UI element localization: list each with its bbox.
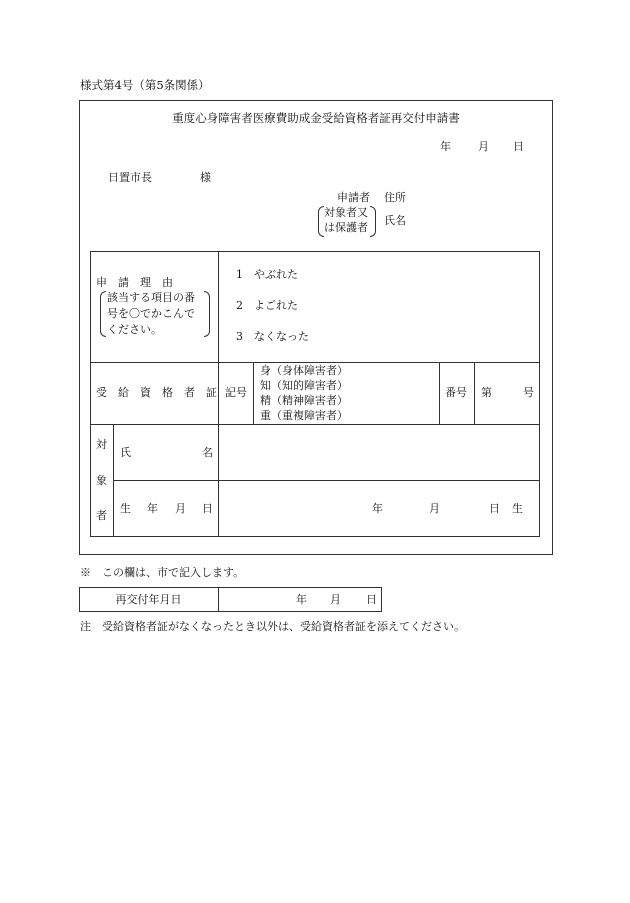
address-label: 住所 bbox=[384, 191, 406, 204]
col-divider bbox=[113, 424, 114, 537]
reason-heading: 申 請 理 由 bbox=[96, 276, 173, 289]
subject-side-char: 対 bbox=[96, 438, 107, 451]
subject-dob-year: 年 bbox=[372, 502, 383, 515]
subject-side-char: 者 bbox=[96, 509, 107, 522]
reissue-divider bbox=[218, 587, 219, 612]
certificate-type: 知（知的障害者） bbox=[260, 379, 348, 392]
addressee-name: 日置市長 bbox=[108, 171, 152, 184]
date-day-label: 日 bbox=[513, 140, 524, 153]
certificate-number-suffix: 号 bbox=[523, 386, 534, 399]
reason-option-text: やぶれた bbox=[254, 268, 298, 281]
subject-dob-label: 月 bbox=[175, 502, 186, 515]
subject-dob-label: 生 bbox=[120, 502, 131, 515]
subject-dob-label: 日 bbox=[202, 502, 213, 515]
reason-paren-right bbox=[204, 291, 210, 337]
subject-dob-month: 月 bbox=[429, 502, 440, 515]
subject-dob-label: 年 bbox=[147, 502, 158, 515]
col-divider bbox=[253, 362, 254, 424]
col-divider bbox=[439, 362, 440, 424]
subject-dob-suffix: 生 bbox=[512, 502, 523, 515]
col-divider bbox=[218, 251, 219, 537]
applicant-label: 申請者 bbox=[337, 191, 370, 204]
reissue-day: 日 bbox=[366, 593, 377, 606]
col-divider bbox=[474, 362, 475, 424]
name-label: 氏名 bbox=[384, 214, 406, 227]
certificate-label: 受 給 資 格 者 証 bbox=[96, 386, 217, 399]
form-title: 重度心身障害者医療費助成金受給資格者証再交付申請書 bbox=[172, 111, 460, 125]
reason-option-text: なくなった bbox=[254, 330, 309, 343]
applicant-paren-right bbox=[370, 206, 376, 237]
addressee-suffix: 様 bbox=[200, 171, 211, 184]
reason-note-line3: ください。 bbox=[107, 323, 162, 336]
row-divider bbox=[90, 424, 540, 425]
applicant-paren-line2: は保護者 bbox=[324, 221, 368, 234]
reason-paren-left bbox=[100, 291, 106, 337]
reason-note-line1: 該当する項目の番 bbox=[107, 291, 195, 304]
reissue-month: 月 bbox=[330, 593, 341, 606]
city-note: ※ この欄は、市で記入します。 bbox=[80, 566, 245, 579]
subject-side-char: 象 bbox=[96, 474, 107, 487]
reason-option-num: 3 bbox=[236, 330, 243, 343]
date-year-label: 年 bbox=[440, 140, 451, 153]
certificate-type: 精（精神障害者） bbox=[260, 394, 348, 407]
subject-name-label: 名 bbox=[202, 446, 213, 459]
applicant-paren-line1: 対象者又 bbox=[324, 206, 368, 219]
certificate-number-label: 番号 bbox=[445, 386, 467, 399]
reason-option-num: 2 bbox=[236, 299, 243, 312]
certificate-number-prefix: 第 bbox=[481, 386, 492, 399]
certificate-code-label: 記号 bbox=[225, 386, 247, 399]
subject-dob-day: 日 bbox=[489, 502, 500, 515]
subject-name-label: 氏 bbox=[120, 446, 131, 459]
footnote: 注 受給資格者証がなくなったとき以外は、受給資格者証を添えてください。 bbox=[80, 620, 465, 633]
reason-option-num: 1 bbox=[236, 268, 243, 281]
certificate-type: 重（重複障害者） bbox=[260, 409, 348, 422]
reason-note-line2: 号を〇でかこんで bbox=[107, 307, 195, 320]
reissue-label: 再交付年月日 bbox=[115, 593, 182, 606]
row-divider bbox=[113, 480, 540, 481]
reason-option-text: よごれた bbox=[254, 299, 298, 312]
date-month-label: 月 bbox=[478, 140, 489, 153]
certificate-type: 身（身体障害者） bbox=[260, 364, 348, 377]
reissue-year: 年 bbox=[296, 593, 307, 606]
form-number: 様式第4号（第5条関係） bbox=[80, 78, 210, 92]
